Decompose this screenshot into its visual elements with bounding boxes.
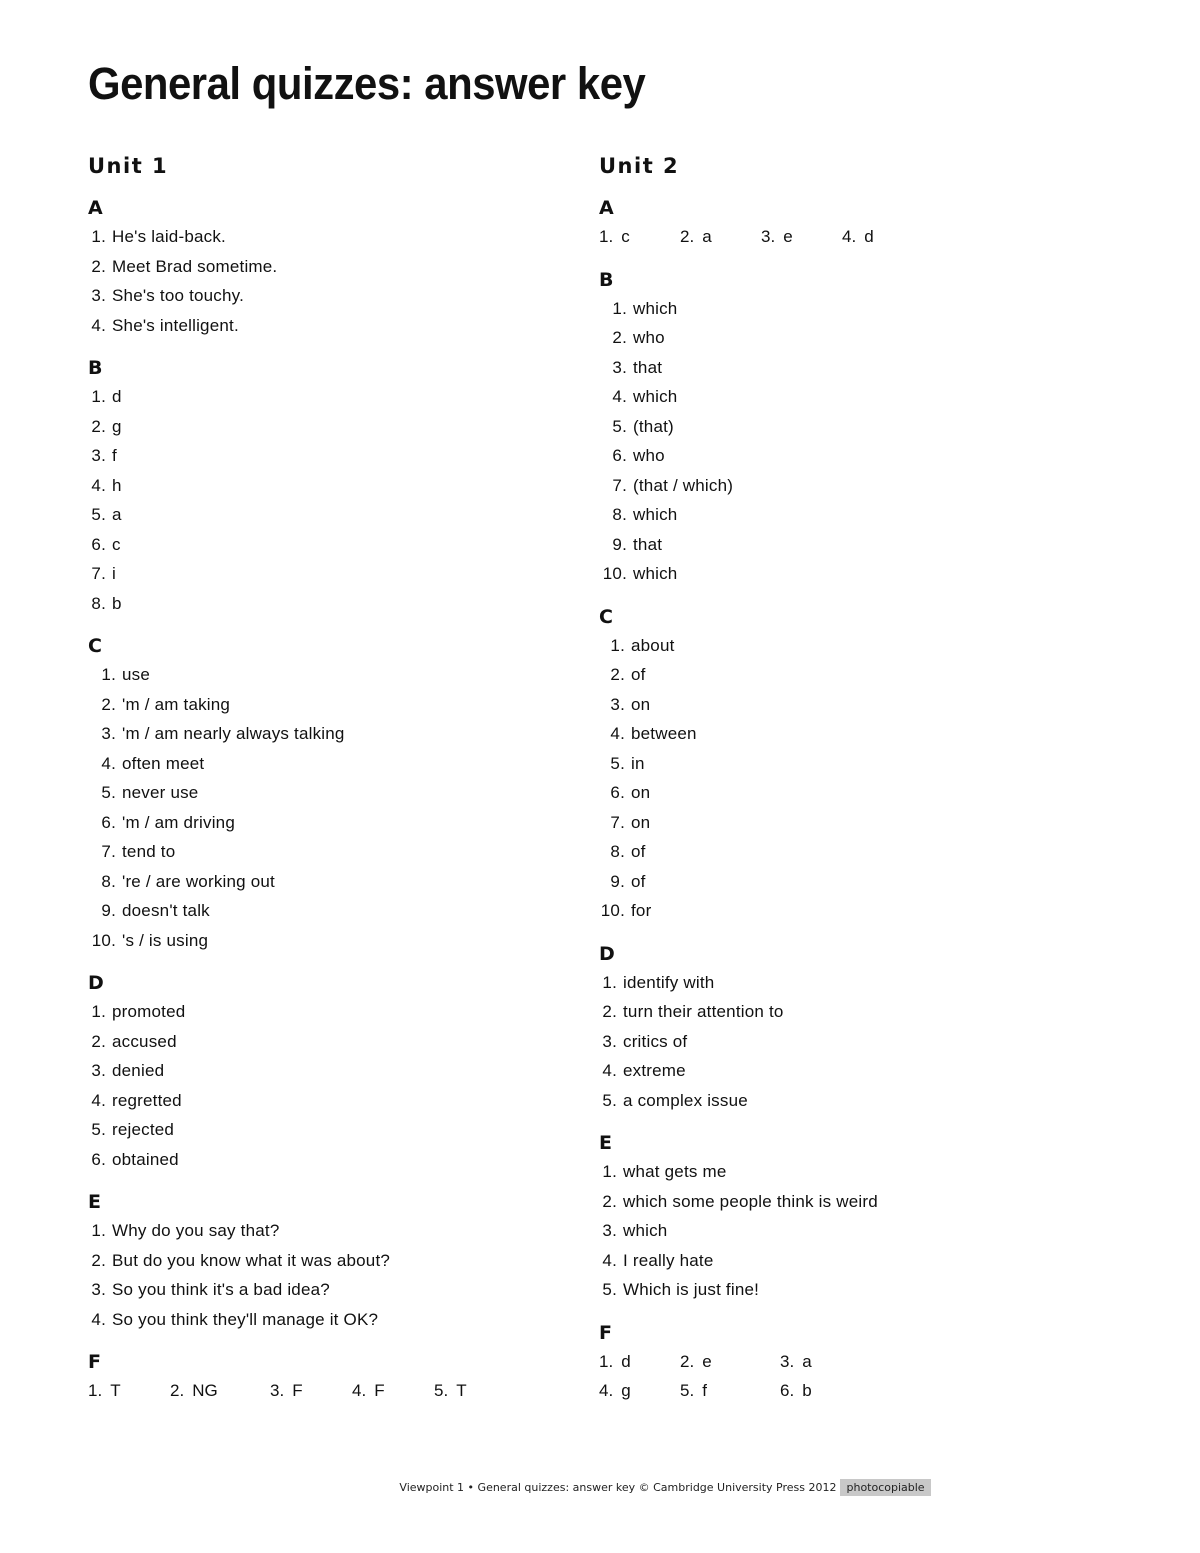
item-number: 1. [602, 1162, 617, 1181]
item-answer: i [112, 564, 116, 583]
answer-cell [88, 1376, 170, 1406]
item-answer: But do you know what it was about? [112, 1250, 391, 1270]
item-number: 1. [101, 665, 116, 684]
list-item [88, 311, 568, 341]
section-c [88, 632, 568, 955]
item-answer: about [631, 635, 675, 655]
list-item [599, 500, 1079, 530]
section-letter: B [88, 357, 103, 379]
item-number: 5. [91, 505, 106, 524]
item-answer: obtained [112, 1149, 179, 1169]
item-answer: use [122, 665, 151, 684]
section-letter: D [599, 942, 615, 965]
item-answer: e [783, 227, 793, 246]
list-item [599, 631, 1079, 661]
list-item [599, 471, 1079, 501]
item-number: 4. [91, 1309, 106, 1329]
item-answer: I really hate [623, 1250, 714, 1270]
item-answer: accused [112, 1031, 177, 1051]
item-answer: which [633, 564, 678, 583]
item-number: 5. [602, 1280, 617, 1299]
item-number: 3. [602, 1221, 617, 1240]
item-answer: (that) [633, 416, 674, 436]
list-item [599, 412, 1079, 442]
section-letter: F [599, 1321, 612, 1344]
answer-list [88, 1216, 568, 1334]
item-number: 3. [780, 1351, 795, 1371]
answer-list [88, 997, 568, 1174]
list-item [88, 1056, 568, 1086]
footer-text: Viewpoint 1 • General quizzes: answer key © Cambridge University Press 2012 [399, 1481, 837, 1494]
item-number: 6. [780, 1381, 795, 1400]
item-number: 7. [612, 475, 627, 495]
item-answer: which [633, 298, 678, 318]
item-number: 2. [91, 1250, 106, 1270]
section-letter: F [88, 1351, 101, 1373]
list-item [88, 252, 568, 282]
list-item [88, 1305, 568, 1335]
answer-row [88, 1376, 568, 1406]
item-answer: often meet [122, 753, 205, 773]
item-answer: 'm / am nearly always talking [122, 724, 345, 743]
list-item [88, 690, 568, 720]
list-item [599, 719, 1079, 749]
item-number: 1. [88, 1381, 103, 1400]
list-item [599, 1216, 1079, 1246]
answer-cell [842, 222, 923, 252]
item-number: 9. [610, 871, 625, 891]
list-item [599, 530, 1079, 560]
list-item [88, 1216, 568, 1246]
list-item [88, 500, 568, 530]
list-item [88, 1275, 568, 1305]
section-a [88, 194, 568, 340]
list-item [599, 778, 1079, 808]
item-number: 2. [610, 665, 625, 684]
item-number: 3. [91, 286, 106, 305]
item-number: 2. [91, 416, 106, 436]
list-item [88, 1086, 568, 1116]
item-answer: g [621, 1381, 631, 1400]
item-number: 5. [101, 783, 116, 802]
item-number: 2. [602, 1191, 617, 1211]
section-f [88, 1348, 568, 1406]
list-item [599, 896, 1079, 926]
item-number: 1. [599, 227, 614, 246]
section-d [88, 969, 568, 1174]
item-answer: h [112, 475, 122, 495]
item-answer: F [374, 1381, 385, 1400]
item-answer: rejected [112, 1120, 175, 1139]
item-number: 5. [610, 753, 625, 773]
list-item [88, 382, 568, 412]
list-item [88, 559, 568, 589]
answer-list [88, 382, 568, 618]
item-answer: g [112, 416, 122, 436]
item-number: 4. [91, 315, 106, 335]
item-answer: NG [192, 1381, 218, 1400]
list-item [88, 1115, 568, 1145]
item-answer: e [702, 1351, 712, 1371]
item-answer: 'm / am taking [122, 694, 231, 714]
item-number: 6. [610, 783, 625, 802]
item-answer: of [631, 665, 646, 684]
item-answer: T [456, 1381, 467, 1400]
item-number: 2. [170, 1381, 185, 1400]
list-item [599, 353, 1079, 383]
section-letter: E [599, 1132, 612, 1154]
item-answer: of [631, 871, 646, 891]
answer-cell [352, 1376, 434, 1406]
item-answer: on [631, 783, 651, 802]
list-item [88, 1246, 568, 1276]
item-answer: c [112, 534, 121, 554]
item-number: 10. [600, 901, 625, 920]
item-number: 5. [612, 416, 627, 436]
item-answer: She's intelligent. [112, 315, 239, 335]
item-number: 6. [101, 812, 116, 832]
item-answer: Why do you say that? [112, 1221, 280, 1240]
list-item [88, 660, 568, 690]
item-answer: identify with [623, 972, 715, 992]
section-letter: E [88, 1191, 101, 1213]
page-footer [0, 1479, 1200, 1496]
item-answer: between [631, 724, 697, 743]
answer-list [88, 660, 568, 955]
item-answer: Meet Brad sometime. [112, 256, 278, 276]
item-number: 3. [91, 1061, 106, 1080]
list-item [88, 1027, 568, 1057]
answer-cell [170, 1376, 270, 1406]
list-item [88, 281, 568, 311]
item-number: 1. [91, 1221, 106, 1240]
answer-cell [434, 1376, 516, 1406]
item-answer: d [621, 1351, 631, 1371]
list-item [88, 997, 568, 1027]
section-letter: B [599, 268, 614, 291]
list-item [88, 222, 568, 252]
list-item [88, 719, 568, 749]
item-number: 1. [91, 387, 106, 406]
item-answer: She's too touchy. [112, 286, 245, 305]
item-number: 6. [612, 446, 627, 465]
item-answer: f [112, 446, 117, 465]
list-item [599, 1187, 1079, 1217]
answer-list [599, 631, 1079, 926]
item-number: 4. [91, 475, 106, 495]
item-number: 2. [612, 328, 627, 347]
item-answer: d [864, 227, 874, 246]
section-letter: D [88, 972, 104, 994]
list-item [88, 926, 568, 956]
item-answer: 's / is using [122, 930, 209, 950]
item-answer: (that / which) [633, 475, 734, 495]
list-item [599, 1027, 1079, 1057]
item-answer: extreme [623, 1061, 686, 1080]
answer-cell [599, 1347, 680, 1377]
item-number: 8. [91, 593, 106, 613]
item-number: 8. [610, 842, 625, 861]
item-number: 4. [602, 1061, 617, 1080]
item-answer: a complex issue [623, 1090, 748, 1110]
unit-title: Unit 1 [88, 154, 169, 178]
list-item [599, 559, 1079, 589]
item-answer: which some people think is weird [623, 1191, 878, 1211]
item-number: 8. [612, 505, 627, 524]
item-number: 2. [602, 1002, 617, 1021]
list-item [599, 1157, 1079, 1187]
item-number: 1. [91, 1002, 106, 1021]
list-item [599, 1246, 1079, 1276]
list-item [88, 530, 568, 560]
answer-cell [761, 222, 842, 252]
item-number: 5. [434, 1381, 449, 1400]
item-number: 1. [602, 972, 617, 992]
photocopiable-badge: photocopiable [840, 1479, 930, 1496]
list-item [599, 382, 1079, 412]
answer-list [599, 294, 1079, 589]
section-c [599, 603, 1079, 926]
answer-cell [780, 1347, 861, 1377]
list-item [599, 660, 1079, 690]
section-letter: C [599, 605, 613, 628]
answer-row [599, 1376, 1079, 1406]
item-number: 2. [91, 1031, 106, 1051]
item-number: 4. [101, 753, 116, 773]
item-answer: which [633, 505, 678, 524]
answer-cell [680, 1376, 780, 1406]
item-number: 5. [602, 1090, 617, 1110]
item-number: 4. [599, 1381, 614, 1400]
list-item [599, 441, 1079, 471]
list-item [599, 997, 1079, 1027]
item-number: 3. [610, 694, 625, 714]
item-answer: b [802, 1381, 812, 1400]
item-answer: doesn't talk [122, 901, 210, 920]
section-b [88, 354, 568, 618]
item-number: 10. [602, 564, 627, 583]
item-answer: which [623, 1221, 668, 1240]
item-answer: what gets me [623, 1162, 727, 1181]
list-item [599, 749, 1079, 779]
item-answer: denied [112, 1061, 165, 1080]
list-item [88, 1145, 568, 1175]
item-number: 3. [91, 446, 106, 465]
item-number: 7. [101, 842, 116, 861]
item-number: 1. [610, 635, 625, 655]
list-item [88, 749, 568, 779]
item-number: 7. [610, 812, 625, 832]
item-number: 1. [91, 227, 106, 246]
item-answer: for [631, 901, 652, 920]
item-number: 4. [602, 1250, 617, 1270]
section-b [599, 266, 1079, 589]
item-answer: So you think they'll manage it OK? [112, 1309, 379, 1329]
item-number: 3. [270, 1381, 285, 1400]
list-item [599, 867, 1079, 897]
item-answer: b [112, 593, 122, 613]
list-item [88, 471, 568, 501]
item-answer: c [621, 227, 630, 246]
answer-row [599, 222, 1079, 252]
item-number: 1. [599, 1351, 614, 1371]
item-number: 3. [101, 724, 116, 743]
item-answer: regretted [112, 1090, 182, 1110]
list-item [599, 1275, 1079, 1305]
section-letter: A [88, 197, 103, 219]
item-number: 3. [602, 1031, 617, 1051]
item-answer: on [631, 812, 651, 832]
item-number: 6. [91, 534, 106, 554]
item-answer: So you think it's a bad idea? [112, 1280, 330, 1299]
list-item [88, 589, 568, 619]
item-number: 4. [842, 227, 857, 246]
answer-cell [680, 222, 761, 252]
answer-cell [270, 1376, 352, 1406]
list-item [88, 896, 568, 926]
item-answer: never use [122, 783, 199, 802]
item-number: 2. [680, 227, 695, 246]
section-a [599, 194, 1079, 252]
list-item [599, 968, 1079, 998]
list-item [88, 441, 568, 471]
item-number: 10. [91, 930, 116, 950]
unit-2-column [599, 150, 1079, 1420]
item-answer: He's laid-back. [112, 227, 226, 246]
list-item [599, 1056, 1079, 1086]
answer-list [599, 1157, 1079, 1305]
section-letter: C [88, 635, 102, 657]
item-answer: T [110, 1381, 121, 1400]
item-number: 9. [612, 534, 627, 554]
unit-title: Unit 2 [599, 154, 680, 178]
item-answer: F [292, 1381, 303, 1400]
item-answer: 're / are working out [122, 871, 275, 891]
item-answer: who [633, 446, 665, 465]
item-number: 3. [761, 227, 776, 246]
item-answer: d [112, 387, 122, 406]
item-number: 4. [91, 1090, 106, 1110]
item-number: 4. [612, 387, 627, 406]
item-answer: that [633, 357, 663, 377]
answer-cell [680, 1347, 780, 1377]
list-item [88, 867, 568, 897]
item-answer: 'm / am driving [122, 812, 235, 832]
item-number: 1. [612, 298, 627, 318]
item-number: 2. [101, 694, 116, 714]
answer-cell [599, 222, 680, 252]
list-item [599, 323, 1079, 353]
answer-row [599, 1347, 1079, 1377]
list-item [88, 837, 568, 867]
item-number: 8. [101, 871, 116, 891]
item-answer: Which is just fine! [623, 1280, 760, 1299]
item-answer: critics of [623, 1031, 688, 1051]
list-item [88, 808, 568, 838]
item-answer: of [631, 842, 646, 861]
item-answer: who [633, 328, 665, 347]
item-number: 9. [101, 901, 116, 920]
item-number: 3. [612, 357, 627, 377]
answer-cell [780, 1376, 861, 1406]
page-title: General quizzes: answer key [88, 58, 646, 109]
item-number: 2. [680, 1351, 695, 1371]
item-answer: on [631, 694, 651, 714]
list-item [599, 837, 1079, 867]
item-number: 7. [91, 564, 106, 583]
section-f [599, 1319, 1079, 1406]
answer-cell [599, 1376, 680, 1406]
answer-list [599, 968, 1079, 1116]
item-answer: a [802, 1351, 812, 1371]
section-e [599, 1129, 1079, 1305]
list-item [88, 412, 568, 442]
list-item [88, 778, 568, 808]
item-number: 4. [610, 724, 625, 743]
list-item [599, 1086, 1079, 1116]
list-item [599, 808, 1079, 838]
item-number: 2. [91, 256, 106, 276]
item-answer: that [633, 534, 663, 554]
unit-1-column [88, 150, 568, 1420]
section-e [88, 1188, 568, 1334]
section-letter: A [599, 197, 614, 219]
item-answer: f [702, 1381, 707, 1400]
item-number: 5. [91, 1120, 106, 1139]
list-item [599, 294, 1079, 324]
section-d [599, 940, 1079, 1116]
item-answer: in [631, 753, 645, 773]
item-answer: which [633, 387, 678, 406]
item-answer: a [112, 505, 122, 524]
item-number: 4. [352, 1381, 367, 1400]
item-number: 6. [91, 1149, 106, 1169]
item-answer: turn their attention to [623, 1002, 784, 1021]
list-item [599, 690, 1079, 720]
item-answer: a [702, 227, 712, 246]
item-answer: tend to [122, 842, 176, 861]
item-answer: promoted [112, 1002, 186, 1021]
item-number: 3. [91, 1280, 106, 1299]
answer-list [88, 222, 568, 340]
item-number: 5. [680, 1381, 695, 1400]
